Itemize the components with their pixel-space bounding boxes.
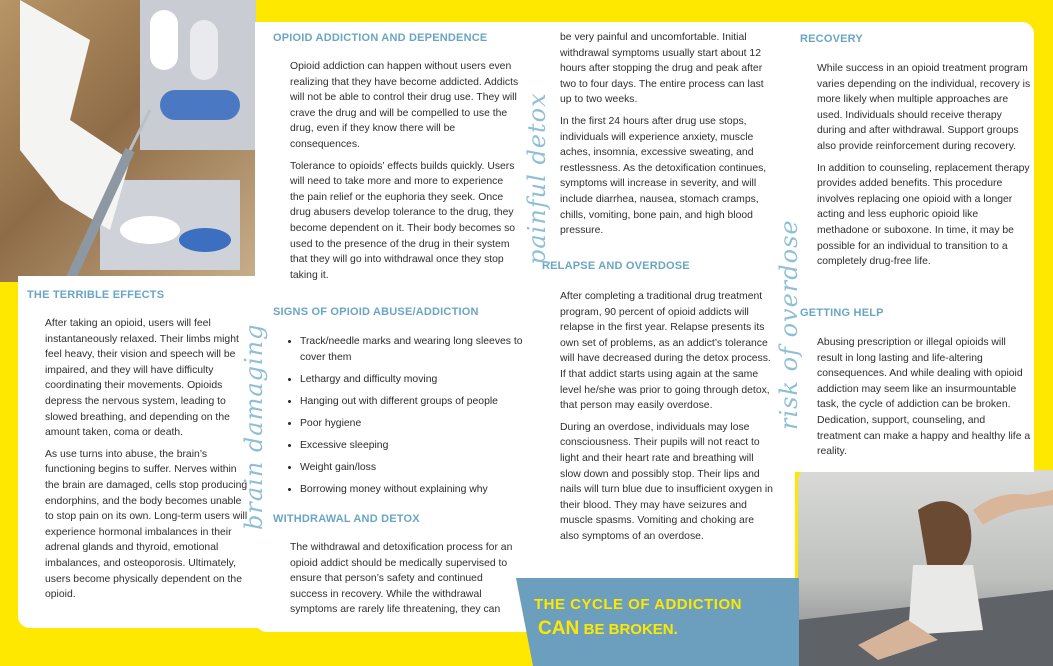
relapse-body <box>560 289 775 551</box>
terrible-effects-heading: THE TERRIBLE EFFECTS <box>27 289 165 301</box>
addiction-paragraph: Tolerance to opioids’ effects builds quickly. Users will need to take more and more to experience the pain relief or the euphoria they seek. Once drug abusers develop tolerance to the drug, they become dependent on it. Their body becomes so used to the presence of the drug in their system that they will go into withdrawal once they stop taking it. <box>290 160 516 281</box>
sign-item: • Excessive sleeping <box>300 438 534 454</box>
getting-help-paragraph: Abusing prescription or illegal opioids will result in long lasting and life-altering consequences. And while dealing with opioid addiction may seem like an insurmountable task, the cycle of addiction can be broken. Dedication, support, counseling, and treatment can make a happy and healthy life a reality. <box>817 337 1031 458</box>
terrible-effects-paragraph: After taking an opioid, users will feel instantaneously relaxed. Their limbs might feel heavy, their vision and speech will be impaired, and they will have difficulty coordinating their movements. Opioids depress the nervous system, leading to slowed breathing, and depending on the amount taken, coma or death. <box>45 318 239 439</box>
recovery-body <box>817 61 1031 276</box>
sign-item: • Weight gain/loss <box>300 460 534 476</box>
sign-item: • Hanging out with different groups of people <box>300 394 534 410</box>
banner-line2 <box>538 618 678 640</box>
withdrawal-paragraph: The withdrawal and detoxification process for an opioid addict should be medically supervised to ensure that person’s safety and continued success in recovery. While the withdrawal symptoms are rarely life threatening, they can <box>290 542 513 616</box>
risk-of-overdose-script: risk of overdose <box>775 219 803 430</box>
banner-can: CAN <box>538 618 580 639</box>
sign-item: • Lethargy and difficulty moving <box>300 372 534 388</box>
recovery-heading: RECOVERY <box>800 33 863 45</box>
relapse-heading: RELAPSE AND OVERDOSE <box>542 260 690 272</box>
relapse-paragraph: During an overdose, individuals may lose consciousness. Their pupils will not react to light and their heart rate and breathing will slow down and possibly stop. Their lips and nails will turn blue due to insufficient oxygen in their blood. They may have seizures and muscle spasms. Vomiting and choking are also symptoms of an overdose. <box>560 421 773 542</box>
withdrawal-heading: WITHDRAWAL AND DETOX <box>273 513 420 525</box>
signs-heading: SIGNS OF OPIOID ABUSE/ADDICTION <box>273 306 479 318</box>
signs-list <box>286 334 534 504</box>
recovery-paragraph: In addition to counseling, replacement therapy provides added benefits. This procedure involves replacing one opioid with a longer acting and less euphoric opioid like methadone or suboxone. In time, it may be possible for an individual to transition to a completely drug-free life. <box>817 162 1030 268</box>
addiction-paragraph: Opioid addiction can happen without users even realizing that they have become addicted. Addicts will not be able to control their drug use. They will crave the drug and will be compelled to use the drug, even if they know there will be consequences. <box>290 61 519 150</box>
relapse-paragraph: After completing a traditional drug treatment program, 90 percent of opioid addicts will relapse in the first year. Relapse presents its own set of problems, as an addict’s tolerance will have decreased during the detox process. If that addict starts using again at the same level he/she was prior to going through detox, that person may easily overdose. <box>560 291 771 412</box>
terrible-effects-paragraph: As use turns into abuse, the brain’s functioning begins to suffer. Nerves within the brain are damaged, cells stop producing endorphins, and the body becomes unable to stop pain on its own. Long-term users will experience hormonal imbalances in their adrenal glands and thyroid, emotional imbalances, and osteoporosis. Ultimately, users become physically dependent on the opioid. <box>45 448 248 601</box>
distressed-girl-photo <box>798 470 1053 666</box>
brain-damaging-script: brain damaging <box>240 323 268 530</box>
pills-syringe-illustration <box>0 0 256 282</box>
addiction-body <box>290 59 520 289</box>
withdrawal-paragraph: In the first 24 hours after drug use stops, individuals will experience anxiety, muscle aches, insomnia, excessive sweating, and restlessness. As the detoxification continues, symptoms will increase in severity, and will include diarrhea, nausea, stomach cramps, chills, vomiting, bone pain, and high blood pressure. <box>560 115 767 237</box>
pills-syringe-photo <box>0 0 256 282</box>
sign-item: • Track/needle marks and wearing long sleeves to cover them <box>300 334 534 365</box>
getting-help-heading: GETTING HELP <box>800 307 884 319</box>
withdrawal-body <box>290 540 520 624</box>
girl-illustration <box>798 470 1053 666</box>
banner-line1: THE CYCLE OF ADDICTION <box>534 596 742 613</box>
getting-help-body <box>817 335 1031 466</box>
recovery-paragraph: While success in an opioid treatment program varies depending on the individual, recovery is more likely when multiple approaches are used. Individuals should receive therapy during and after withdrawal. Support groups also provide reinforcement during recovery. <box>817 63 1031 152</box>
addiction-heading: OPIOID ADDICTION AND DEPENDENCE <box>273 32 488 44</box>
withdrawal-continued-body <box>560 30 775 245</box>
painful-detox-script: painful detox <box>523 92 551 265</box>
sign-item: • Borrowing money without explaining why <box>300 482 534 498</box>
terrible-effects-body <box>45 316 250 609</box>
withdrawal-paragraph: be very painful and uncomfortable. Initial withdrawal symptoms usually start about 12 hours after stopping the drug and peak after two to four days. The entire process can last up to two weeks. <box>560 32 764 106</box>
sign-item: • Poor hygiene <box>300 416 534 432</box>
banner-rest: BE BROKEN. <box>583 621 678 638</box>
